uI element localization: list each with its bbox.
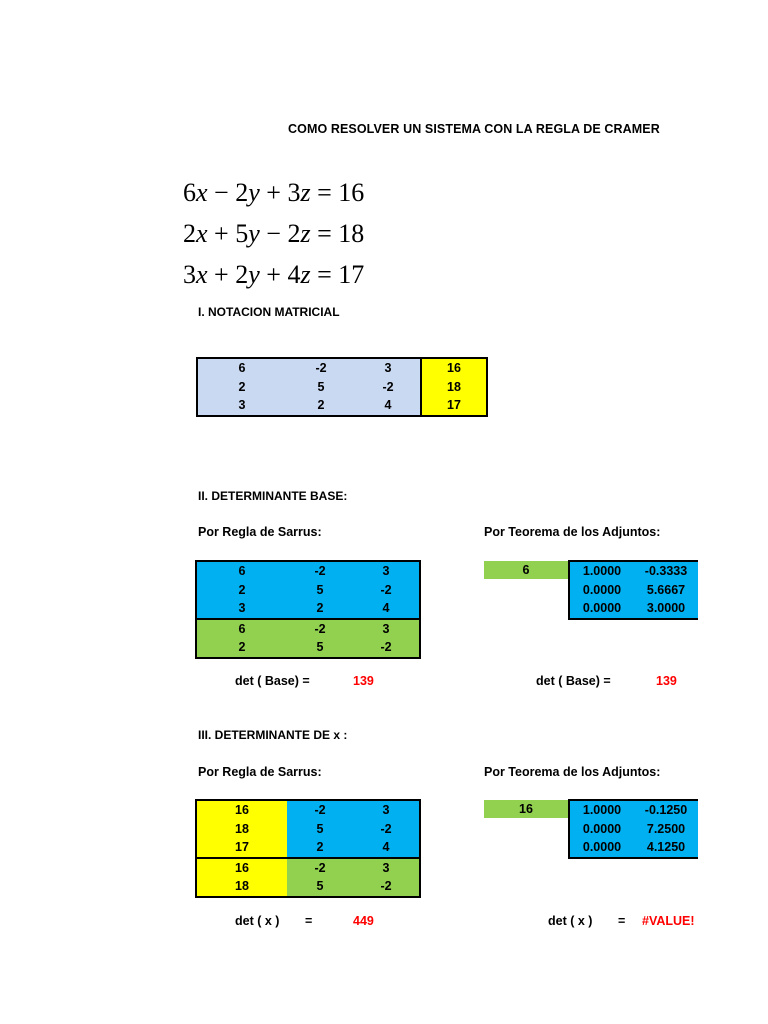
var: y (248, 178, 260, 207)
det-x-equals-sarrus: = (305, 914, 313, 928)
adj-cell[interactable]: 4.1250 (634, 838, 698, 858)
adjuntos-pivot[interactable]: 16 (484, 800, 568, 818)
coef: 3 (183, 260, 196, 289)
operator: − (266, 219, 281, 248)
matrix-row (197, 358, 487, 378)
sarrus-cell[interactable]: 3 (353, 858, 420, 878)
equation-2 (183, 219, 364, 249)
sarrus-cell[interactable]: 5 (287, 638, 353, 658)
equation-1 (183, 178, 364, 208)
coef: 2 (235, 260, 249, 289)
det-x-label-adjuntos: det ( x ) (548, 914, 593, 928)
matrix-cell[interactable]: 2 (286, 396, 356, 416)
adj-cell[interactable]: 3.0000 (634, 599, 698, 619)
operator: − (214, 178, 229, 207)
adj-cell[interactable]: 0.0000 (569, 820, 634, 839)
adj-cell[interactable]: -0.1250 (634, 800, 698, 820)
sarrus-row (196, 638, 420, 658)
sarrus-label: Por Regla de Sarrus: (198, 765, 322, 779)
coef: 3 (287, 178, 301, 207)
sarrus-cell[interactable]: 4 (353, 599, 420, 619)
matrix-cell[interactable]: 3 (197, 396, 286, 416)
sarrus-cell[interactable]: 16 (196, 858, 287, 878)
sarrus-cell[interactable]: 5 (287, 820, 353, 839)
adj-cell[interactable]: 1.0000 (569, 561, 634, 581)
sarrus-row (196, 800, 420, 820)
section-heading-det-x: III. DETERMINANTE DE x : (198, 728, 348, 742)
sarrus-row (196, 581, 420, 600)
sarrus-row (196, 619, 420, 639)
sarrus-cell[interactable]: -2 (353, 877, 420, 897)
matrix-cell[interactable]: 18 (421, 378, 487, 397)
sarrus-cell[interactable]: 2 (287, 599, 353, 619)
coef: 5 (235, 219, 249, 248)
det-base-value-sarrus: 139 (353, 674, 374, 688)
det-base-label-sarrus: det ( Base) = (235, 674, 310, 688)
coef: 4 (287, 260, 301, 289)
adj-cell[interactable]: 0.0000 (569, 838, 634, 858)
det-x-label-sarrus: det ( x ) (235, 914, 280, 928)
sarrus-cell[interactable]: -2 (353, 638, 420, 658)
var: z (300, 178, 311, 207)
operator: + (214, 260, 229, 289)
sarrus-cell[interactable]: 16 (196, 800, 287, 820)
equals: = (317, 260, 332, 289)
matrix-cell[interactable]: 5 (286, 378, 356, 397)
operator: + (266, 178, 281, 207)
var: y (248, 260, 260, 289)
adj-row (569, 838, 698, 858)
matrix-cell[interactable]: 2 (197, 378, 286, 397)
sarrus-cell[interactable]: 5 (287, 581, 353, 600)
matrix-cell[interactable]: 16 (421, 358, 487, 378)
sarrus-cell[interactable]: 18 (196, 877, 287, 897)
sarrus-row (196, 561, 420, 581)
det-x-value-adjuntos: #VALUE! (642, 914, 695, 928)
var: z (300, 219, 311, 248)
sarrus-cell[interactable]: 2 (287, 838, 353, 858)
sarrus-cell[interactable]: 2 (196, 581, 287, 600)
sarrus-cell[interactable]: 18 (196, 820, 287, 839)
matrix-row (197, 378, 487, 397)
sarrus-row (196, 838, 420, 858)
var: z (300, 260, 311, 289)
sarrus-cell[interactable]: -2 (287, 858, 353, 878)
matrix-cell[interactable]: 3 (356, 358, 421, 378)
sarrus-cell[interactable]: -2 (353, 820, 420, 839)
adj-row (569, 581, 698, 600)
sarrus-label: Por Regla de Sarrus: (198, 525, 322, 539)
operator: + (266, 260, 281, 289)
sarrus-cell[interactable]: 3 (353, 619, 420, 639)
rhs: 17 (338, 260, 365, 289)
sarrus-cell[interactable]: 6 (196, 561, 287, 581)
adj-cell[interactable]: 5.6667 (634, 581, 698, 600)
det-base-label-adjuntos: det ( Base) = (536, 674, 611, 688)
sarrus-cell[interactable]: 3 (353, 561, 420, 581)
matrix-cell[interactable]: -2 (356, 378, 421, 397)
adj-row (569, 561, 698, 581)
adj-row (569, 599, 698, 619)
sarrus-row (196, 599, 420, 619)
adjuntos-matrix-base (568, 560, 698, 620)
sarrus-row (196, 820, 420, 839)
sarrus-cell[interactable]: 5 (287, 877, 353, 897)
equation-3 (183, 260, 364, 290)
var: y (248, 219, 260, 248)
var: x (196, 260, 208, 289)
adj-row (569, 800, 698, 820)
equals: = (317, 219, 332, 248)
adj-row (569, 820, 698, 839)
sarrus-cell[interactable]: 3 (353, 800, 420, 820)
sarrus-row (196, 877, 420, 897)
section-heading-matrix: I. NOTACION MATRICIAL (198, 305, 340, 319)
rhs: 16 (338, 178, 365, 207)
adj-cell[interactable]: 0.0000 (569, 599, 634, 619)
var: x (196, 219, 208, 248)
sarrus-table-x (195, 799, 421, 898)
coef: 6 (183, 178, 196, 207)
sarrus-cell[interactable]: 2 (196, 638, 287, 658)
matrix-cell[interactable]: 4 (356, 396, 421, 416)
augmented-matrix (196, 357, 488, 417)
adj-cell[interactable]: 0.0000 (569, 581, 634, 600)
page-title: COMO RESOLVER UN SISTEMA CON LA REGLA DE CRAMER (288, 122, 660, 136)
det-x-value-sarrus: 449 (353, 914, 374, 928)
matrix-cell[interactable]: -2 (286, 358, 356, 378)
sarrus-table-base (195, 560, 421, 659)
var: x (196, 178, 208, 207)
operator: + (214, 219, 229, 248)
coef: 2 (183, 219, 196, 248)
sarrus-cell[interactable]: 17 (196, 838, 287, 858)
sarrus-cell[interactable]: 3 (196, 599, 287, 619)
det-x-equals-adjuntos: = (618, 914, 626, 928)
adj-cell[interactable]: -0.3333 (634, 561, 698, 581)
equals: = (317, 178, 332, 207)
matrix-row (197, 396, 487, 416)
adjuntos-matrix-x (568, 799, 698, 859)
sarrus-cell[interactable]: 6 (196, 619, 287, 639)
adjuntos-pivot[interactable]: 6 (484, 561, 568, 579)
matrix-cell[interactable]: 6 (197, 358, 286, 378)
matrix-cell[interactable]: 17 (421, 396, 487, 416)
sarrus-row (196, 858, 420, 878)
section-heading-det-base: II. DETERMINANTE BASE: (198, 489, 348, 503)
rhs: 18 (338, 219, 365, 248)
det-base-value-adjuntos: 139 (656, 674, 677, 688)
adj-cell[interactable]: 1.0000 (569, 800, 634, 820)
adjuntos-label: Por Teorema de los Adjuntos: (484, 765, 661, 779)
coef: 2 (287, 219, 301, 248)
coef: 2 (235, 178, 249, 207)
adjuntos-label: Por Teorema de los Adjuntos: (484, 525, 661, 539)
sarrus-cell[interactable]: -2 (287, 800, 353, 820)
sarrus-cell[interactable]: -2 (353, 581, 420, 600)
sarrus-cell[interactable]: -2 (287, 619, 353, 639)
adj-cell[interactable]: 7.2500 (634, 820, 698, 839)
sarrus-cell[interactable]: -2 (287, 561, 353, 581)
sarrus-cell[interactable]: 4 (353, 838, 420, 858)
